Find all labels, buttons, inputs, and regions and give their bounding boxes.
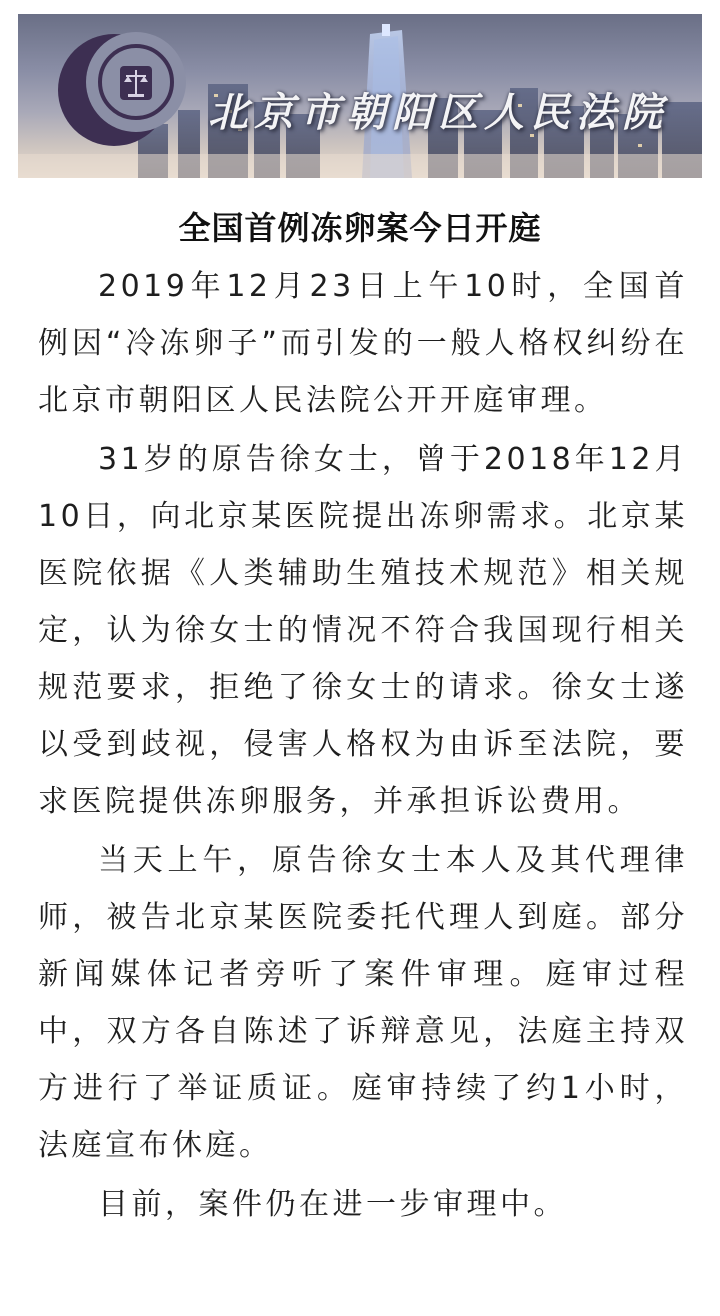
article-paragraph: 当天上午，原告徐女士本人及其代理律师，被告北京某医院委托代理人到庭。部分新闻媒体记者旁听了案件审理。庭审过程中，双方各自陈述了诉辩意见，法庭主持双方进行了举证质证。庭审持续了约1小时，法庭宣布休庭。 xyxy=(38,843,688,1163)
court-name-title: 北京市朝阳区人民法院 xyxy=(208,89,668,136)
article-paragraph: 目前，案件仍在进一步审理中。 xyxy=(98,1187,567,1222)
article-paragraph: 31岁的原告徐女士，曾于2018年12月10日，向北京某医院提出冻卵需求。北京某医院依据《人类辅助生殖技术规范》相关规定，认为徐女士的情况不符合我国现行相关规范要求，拒绝了徐女士的请求。徐女士遂以受到歧视，侵害人格权为由诉至法院，要求医院提供冻卵服务，并承担诉讼费用。 xyxy=(38,442,688,819)
court-banner xyxy=(18,14,702,178)
article-headline: 全国首例冻卵案今日开庭 xyxy=(178,209,542,247)
article-body xyxy=(38,258,688,1233)
article-paragraph: 2019年12月23日上午10时，全国首例因“冷冻卵子”而引发的一般人格权纠纷在北京市朝阳区人民法院公开开庭审理。 xyxy=(38,269,688,418)
